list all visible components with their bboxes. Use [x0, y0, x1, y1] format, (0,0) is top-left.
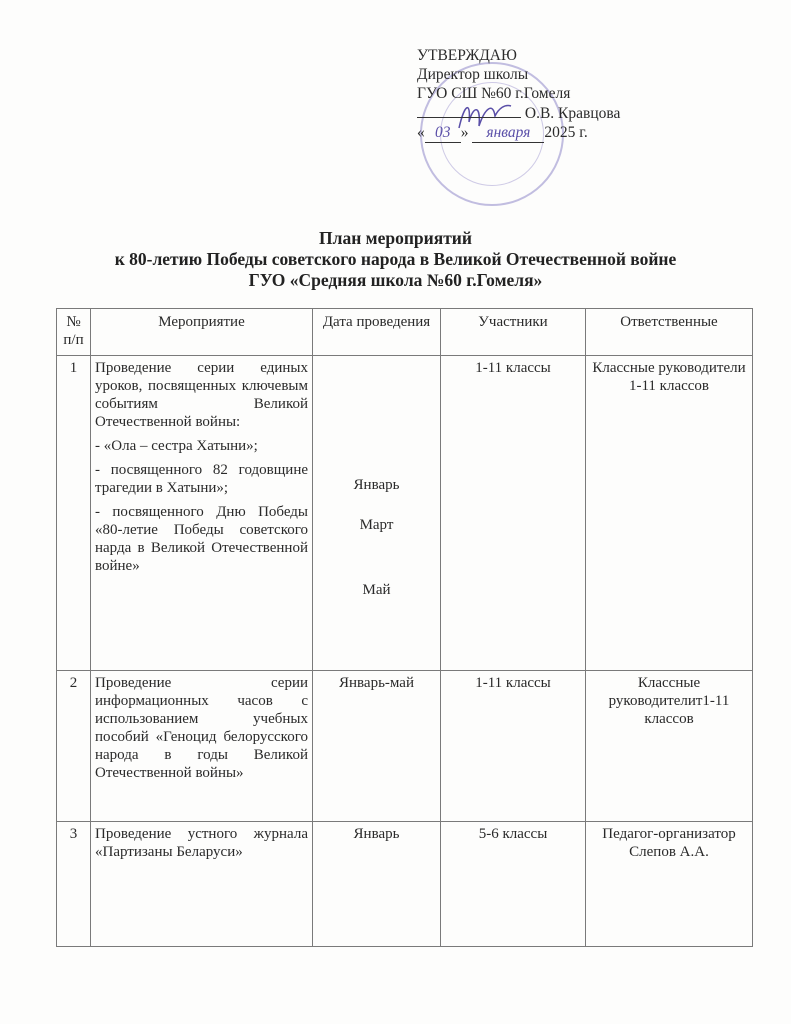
row-date: Январь-май — [313, 671, 441, 822]
approval-org: ГУО СШ №60 г.Гомеля — [417, 85, 571, 102]
approval-heading: УТВЕРЖДАЮ — [417, 47, 517, 64]
row-event: Проведение серии единых уроков, посвященных ключевым событиям Великой Отечественной войны: - «Ола – сестра Хатыни»; - посвященного 82 годовщине трагедии в Хатыни»; - посвященного Дню Победы «80-летие Победы советского нарда в Великой Отечественной войне» — [91, 356, 313, 671]
approval-year: 2025 г. — [544, 124, 588, 141]
header-num: № п/п — [57, 309, 91, 356]
row-responsible: Педагог-организатор Слепов А.А. — [586, 822, 753, 947]
approval-signature-line — [417, 103, 620, 123]
approval-name: О.В. Кравцова — [524, 105, 621, 122]
header-participants: Участники — [441, 309, 586, 356]
row-participants: 1-11 классы — [441, 671, 586, 822]
row-event: Проведение серии информационных часов с использованием учебных пособий «Геноцид белорусского народа в годы Великой Отечественной войны» — [91, 671, 313, 822]
row-participants: 1-11 классы — [441, 356, 586, 671]
row-num: 2 — [57, 671, 91, 822]
approval-date: « 03 » января 2025 г. — [417, 124, 588, 141]
header-responsible: Ответственные — [586, 309, 753, 356]
title-line-3: ГУО «Средняя школа №60 г.Гомеля» — [248, 270, 543, 290]
events-table — [56, 308, 753, 947]
table-row — [57, 671, 753, 822]
row-responsible: Классные руководители 1-11 классов — [586, 356, 753, 671]
title-line-1: План мероприятий — [319, 228, 472, 248]
row-date: Январь — [313, 822, 441, 947]
title-line-2: к 80-летию Победы советского народа в Великой Отечественной войне — [114, 249, 677, 269]
signature-blank — [417, 103, 521, 118]
table-row — [57, 356, 753, 671]
row-num: 1 — [57, 356, 91, 671]
document-title — [0, 228, 791, 291]
approval-position: Директор школы — [417, 66, 529, 83]
row-num: 3 — [57, 822, 91, 947]
row-responsible: Классные руководителит1-11 классов — [586, 671, 753, 822]
row-date: Январь Март Май — [313, 356, 441, 671]
table-header-row — [57, 309, 753, 356]
row-event: Проведение устного журнала «Партизаны Беларуси» — [91, 822, 313, 947]
approval-block — [417, 46, 620, 143]
table-row — [57, 822, 753, 947]
approval-day: 03 — [425, 123, 461, 143]
header-event: Мероприятие — [91, 309, 313, 356]
header-date: Дата проведения — [313, 309, 441, 356]
row-participants: 5-6 классы — [441, 822, 586, 947]
approval-month: января — [472, 123, 544, 143]
